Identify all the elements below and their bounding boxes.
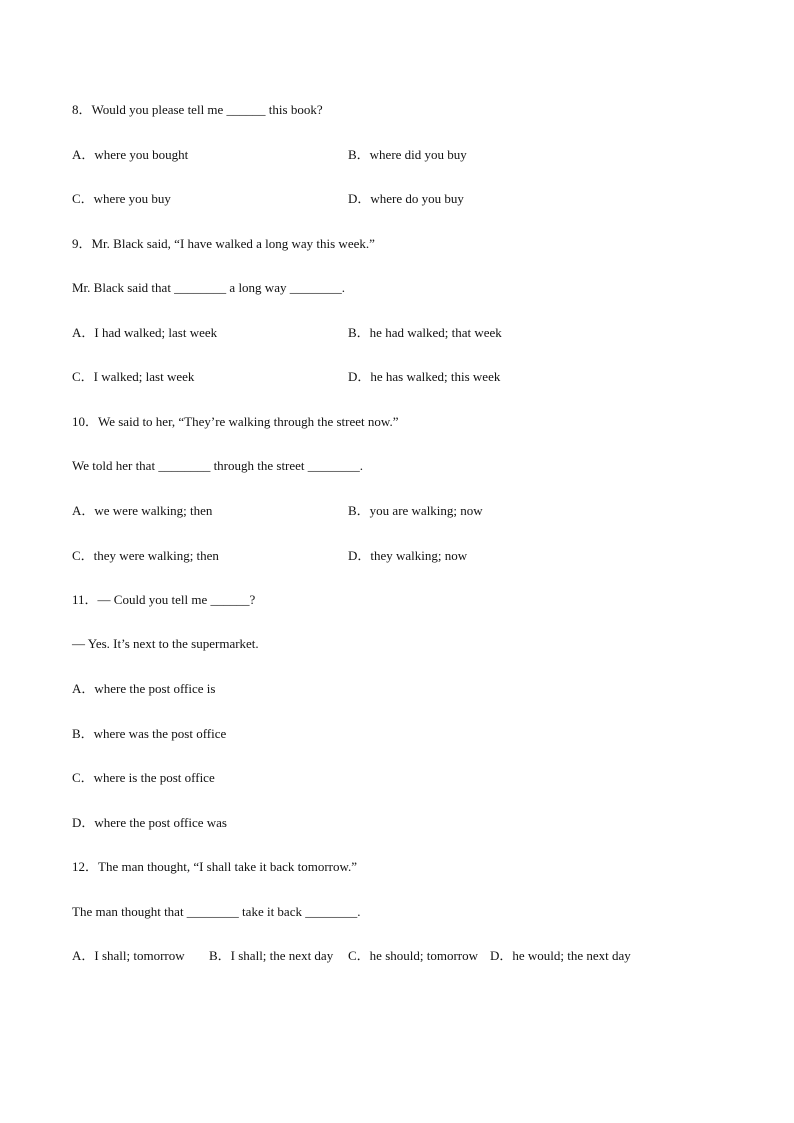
question-11-option-b: B．where was the post office: [72, 726, 227, 741]
question-12-sentence: The man thought that ________ take it back ________.: [72, 904, 361, 919]
question-9-stem: 9．Mr. Black said, “I have walked a long way this week.”: [72, 236, 375, 251]
question-8-option-d: D．where do you buy: [348, 191, 464, 206]
question-11-stem: 11．— Could you tell me ______?: [72, 592, 256, 607]
question-12-option-c: C．he should; tomorrow: [348, 948, 478, 963]
question-8-option-c: C．where you buy: [72, 191, 171, 206]
question-8-option-b: B．where did you buy: [348, 147, 467, 162]
question-9-sentence: Mr. Black said that ________ a long way ________.: [72, 280, 345, 295]
question-11-option-a: A．where the post office is: [72, 681, 216, 696]
question-10-option-d: D．they walking; now: [348, 548, 468, 563]
question-9-option-c: C．I walked; last week: [72, 369, 195, 384]
question-10-option-b: B．you are walking; now: [348, 503, 483, 518]
question-9-option-d: D．he has walked; this week: [348, 369, 501, 384]
question-10-stem: 10．We said to her, “They’re walking through the street now.”: [72, 414, 399, 429]
question-9-option-a: A．I had walked; last week: [72, 325, 218, 340]
question-8-option-a: A．where you bought: [72, 147, 189, 162]
question-12-option-b: B．I shall; the next day: [209, 948, 334, 963]
question-11-answer: — Yes. It’s next to the supermarket.: [72, 636, 259, 651]
question-9-option-b: B．he had walked; that week: [348, 325, 502, 340]
question-12-option-d: D．he would; the next day: [490, 948, 631, 963]
question-11-option-d: D．where the post office was: [72, 815, 227, 830]
question-12-option-a: A．I shall; tomorrow: [72, 948, 185, 963]
question-10-option-c: C．they were walking; then: [72, 548, 219, 563]
question-12-stem: 12．The man thought, “I shall take it back tomorrow.”: [72, 859, 358, 874]
question-10-sentence: We told her that ________ through the street ________.: [72, 458, 364, 473]
question-10-option-a: A．we were walking; then: [72, 503, 213, 518]
question-11-option-c: C．where is the post office: [72, 770, 215, 785]
question-8-stem: 8．Would you please tell me ______ this book?: [72, 102, 323, 117]
